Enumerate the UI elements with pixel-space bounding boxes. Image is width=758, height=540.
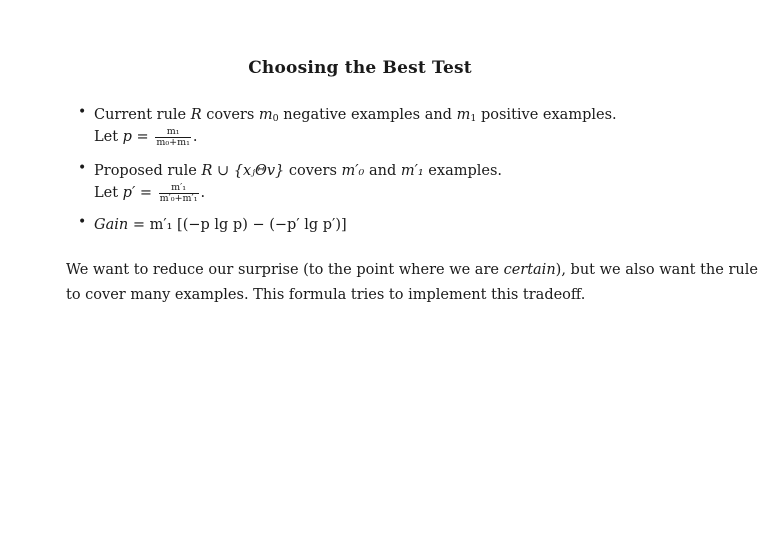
page-title: Choosing the Best Test: [248, 58, 472, 78]
paragraph-line: to cover many examples. This formula tries to implement this tradeoff.: [66, 287, 586, 303]
bullet-proposed-rule: [78, 160, 502, 204]
bullet-dot: •: [78, 104, 87, 120]
bullet-dot: •: [78, 214, 87, 230]
bullet-gain-formula: [78, 214, 347, 236]
gain-formula: Gain = m′₁ [(−p lg p) − (−p′ lg p′)]: [94, 217, 347, 233]
bullet-dot: •: [78, 160, 87, 176]
current-rule-statement: Current rule R covers $m_0$ negative examples and $m_1$ positive examples.: [94, 107, 617, 124]
current-rule-p-definition: Let p = $\frac{\text{m₁}}{\text{m₀+m₁}}$ .: [94, 125, 198, 148]
p-fraction: $\frac{\text{m₁}}{\text{m₀+m₁}}$: [156, 125, 190, 148]
bullet-current-rule: [78, 104, 617, 148]
paragraph-line: We want to reduce our surprise (to the point where we are certain), but we also want the rule: [66, 262, 758, 278]
explanation-paragraph: [66, 258, 758, 308]
proposed-rule-statement: Proposed rule R ∪ {xⱼΘv} covers m′₀ and m′₁ examples.: [94, 163, 503, 179]
p-prime-fraction: $\frac{\text{m′₁}}{\text{m′₀+m′₁}}$: [159, 181, 198, 204]
proposed-rule-p-definition: Let p′ = $\frac{\text{m′₁}}{\text{m′₀+m′₁}}$ .: [94, 181, 206, 204]
